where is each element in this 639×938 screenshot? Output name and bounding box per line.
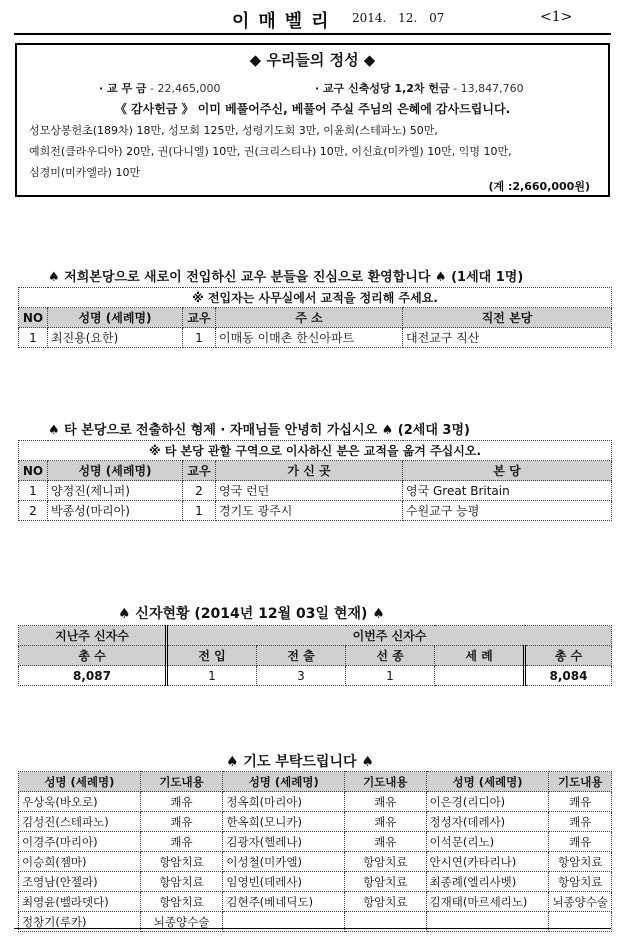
col-name: 성명 (세례명) xyxy=(48,308,183,328)
col-name: 성명 (세례명) xyxy=(19,772,141,792)
col-prayer-intent: 기도내용 xyxy=(549,772,612,792)
prayer-name: 안시연(카타리나) xyxy=(426,852,549,872)
farewell-heading: ♠ 타 본당으로 전출하신 형제 · 자매님들 안녕히 가십시오 ♠ (2세대 3명) xyxy=(48,423,470,438)
col-name: 성명 (세례명) xyxy=(48,461,183,481)
prayer-intent: 항암치료 xyxy=(549,872,612,892)
believers-heading: ♠ 신자현황 (2014년 12월 03일 현재) ♠ xyxy=(118,606,385,622)
prayer-intent: 항암치료 xyxy=(140,852,223,872)
prayer-intent: 쾌유 xyxy=(140,812,223,832)
bulletin-date: 2014. 12. 07 xyxy=(352,11,445,25)
row-destination: 경기도 광주시 xyxy=(216,501,403,521)
in-value: 1 xyxy=(167,666,257,686)
welcome-heading: ♠ 저희본당으로 새로이 전입하신 교우 분들을 진심으로 환영합니다 ♠ (1세대 1명) xyxy=(48,270,524,285)
prayer-name: 최영윤(벨라뎃다) xyxy=(19,892,141,912)
col-count: 교우 xyxy=(183,308,216,328)
prayer-name: 임영빈(데레사) xyxy=(223,872,345,892)
row-parish: 대전교구 직산 xyxy=(403,328,612,348)
prayer-intent: 항암치료 xyxy=(140,872,223,892)
row-count: 1 xyxy=(183,328,216,348)
col-no: NO xyxy=(19,308,48,328)
thanks-line: 성모상봉헌초(189차) 18만, 성모회 125만, 성령기도회 3만, 이윤희(스테파노) 50만, xyxy=(29,124,438,137)
prayer-intent: 쾌유 xyxy=(140,792,223,812)
row-count: 2 xyxy=(183,481,216,501)
row-count: 1 xyxy=(183,501,216,521)
welcome-table xyxy=(18,287,612,348)
prayer-name: 김광자(헬레나) xyxy=(223,832,345,852)
bulletin-title: 이매벨리 xyxy=(232,11,338,32)
general-offering-label: · 교 무 금 xyxy=(99,82,147,95)
welcome-note: ※ 전입자는 사무실에서 교적을 정리해 주세요. xyxy=(19,288,612,308)
col-death: 선 종 xyxy=(346,646,435,666)
col-prayer-intent: 기도내용 xyxy=(140,772,223,792)
prayer-name: 이승희(젬마) xyxy=(19,852,141,872)
prayer-name: 조영남(안젤라) xyxy=(19,872,141,892)
page-number: <1> xyxy=(540,9,573,25)
general-offering-value: - 22,465,000 xyxy=(150,82,221,95)
this-week-label: 이번주 신자수 xyxy=(167,626,612,646)
row-destination: 영국 런던 xyxy=(216,481,403,501)
prayer-name: 최종례(엘리사벳) xyxy=(426,872,549,892)
row-name: 양정진(제니퍼) xyxy=(48,481,183,501)
table-row xyxy=(19,792,612,812)
col-address: 주 소 xyxy=(216,308,403,328)
prayer-intent: 항암치료 xyxy=(345,872,426,892)
prayer-intent: 항암치료 xyxy=(549,852,612,872)
prayer-intent: 항암치료 xyxy=(345,852,426,872)
prayer-name: 김성진(스테파노) xyxy=(19,812,141,832)
table-row xyxy=(19,328,612,348)
row-parish: 영국 Great Britain xyxy=(403,481,612,501)
col-no: NO xyxy=(19,461,48,481)
prayer-intent: 뇌종양수술 xyxy=(549,892,612,912)
prayer-name: 이경주(마리아) xyxy=(19,832,141,852)
table-row xyxy=(19,872,612,892)
thanks-line: 예희전(클라우디아) 20만, 권(다니엘) 10만, 권(크리스티나) 10만, 이신효(미카엘) 10만, 익명 10만, xyxy=(29,145,512,158)
prayer-intent: 쾌유 xyxy=(345,832,426,852)
offering-box xyxy=(15,43,610,197)
table-row xyxy=(19,852,612,872)
prayer-name: 정창기(루카) xyxy=(19,912,141,932)
row-name: 최진용(요한) xyxy=(48,328,183,348)
col-in: 전 입 xyxy=(167,646,257,666)
col-prev-parish: 직전 본당 xyxy=(403,308,612,328)
out-value: 3 xyxy=(257,666,346,686)
this-total-value: 8,084 xyxy=(525,666,612,686)
header-divider xyxy=(14,33,611,35)
prayer-name: 한옥희(모니카) xyxy=(223,812,345,832)
prayer-name: 김재태(마르세리노) xyxy=(426,892,549,912)
col-prayer-intent: 기도내용 xyxy=(345,772,426,792)
prayer-intent: 쾌유 xyxy=(549,832,612,852)
last-week-label: 지난주 신자수 xyxy=(19,626,167,646)
prayer-heading: ♠ 기도 부탁드립니다 ♠ xyxy=(226,754,374,770)
table-row xyxy=(19,481,612,501)
offering-title: ◆ 우리들의 정성 ◆ xyxy=(249,51,376,69)
prayer-intent: 쾌유 xyxy=(549,792,612,812)
believers-table xyxy=(18,625,612,686)
death-value: 1 xyxy=(346,666,435,686)
table-row xyxy=(19,501,612,521)
bottom-divider xyxy=(14,928,611,929)
thanks-heading: 《 감사헌금 》 이미 베풀어주신, 베풀어 주실 주님의 은혜에 감사드립니다. xyxy=(114,102,511,116)
col-last-total: 총 수 xyxy=(19,646,167,666)
prayer-intent: 쾌유 xyxy=(345,812,426,832)
prayer-intent: 쾌유 xyxy=(140,832,223,852)
prayer-name: 이석문(리노) xyxy=(426,832,549,852)
col-parish: 본 당 xyxy=(403,461,612,481)
prayer-name: 정성자(데레사) xyxy=(426,812,549,832)
prayer-name: 이은경(리디아) xyxy=(426,792,549,812)
building-offering-label: · 교구 신축성당 1,2차 헌금 xyxy=(315,82,450,95)
col-out: 전 출 xyxy=(257,646,346,666)
prayer-intent: 쾌유 xyxy=(549,812,612,832)
row-no: 2 xyxy=(19,501,48,521)
col-name: 성명 (세례명) xyxy=(426,772,549,792)
row-address: 이매동 이매촌 한신아파트 xyxy=(216,328,403,348)
baptism-value xyxy=(435,666,525,686)
table-row xyxy=(19,892,612,912)
col-name: 성명 (세례명) xyxy=(223,772,345,792)
row-no: 1 xyxy=(19,481,48,501)
building-offering-value: - 13,847,760 xyxy=(453,82,524,95)
last-total-value: 8,087 xyxy=(19,666,167,686)
table-row xyxy=(19,812,612,832)
prayer-name: 정옥희(마리아) xyxy=(223,792,345,812)
prayer-name: 김현주(베네딕도) xyxy=(223,892,345,912)
prayer-table xyxy=(18,771,612,932)
thanks-total: (계 :2,660,000원) xyxy=(488,180,590,193)
prayer-name: 우상욱(바오로) xyxy=(19,792,141,812)
col-baptism: 세 례 xyxy=(435,646,525,666)
farewell-table xyxy=(18,440,612,521)
col-count: 교우 xyxy=(183,461,216,481)
row-parish: 수원교구 능평 xyxy=(403,501,612,521)
col-destination: 가 신 곳 xyxy=(216,461,403,481)
row-no: 1 xyxy=(19,328,48,348)
col-this-total: 총 수 xyxy=(525,646,612,666)
table-row xyxy=(19,832,612,852)
thanks-line: 심경미(미카엘라) 10만 xyxy=(29,166,141,179)
prayer-name: 이성철(미카엘) xyxy=(223,852,345,872)
row-name: 박종성(마리아) xyxy=(48,501,183,521)
prayer-intent: 항암치료 xyxy=(345,892,426,912)
prayer-intent: 쾌유 xyxy=(345,792,426,812)
prayer-intent: 뇌종양수술 xyxy=(140,912,223,932)
prayer-intent: 항암치료 xyxy=(140,892,223,912)
thanks-list xyxy=(29,120,599,183)
farewell-note: ※ 타 본당 관할 구역으로 이사하신 분은 교적을 옮겨 주십시오. xyxy=(19,441,612,461)
